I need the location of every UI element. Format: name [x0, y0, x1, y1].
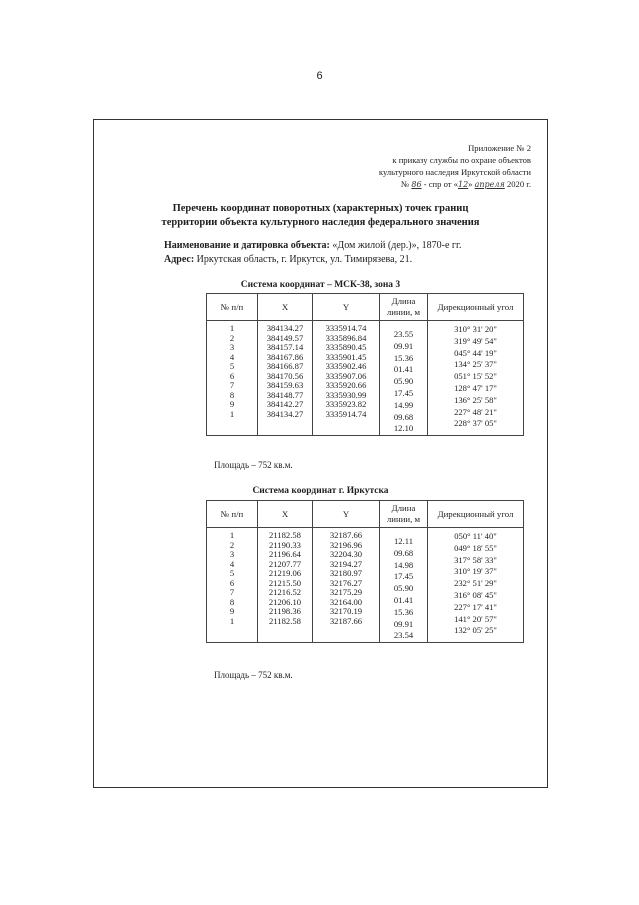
table-header-row	[207, 294, 524, 321]
table-cell: 01.41	[393, 594, 414, 605]
table-cell: 045° 44' 19"	[454, 347, 497, 358]
table-cell: 32170.19	[329, 606, 363, 616]
table-cell: 227° 48' 21"	[454, 406, 497, 417]
table-cell: 6	[229, 577, 235, 588]
table-cell: 384149.57	[266, 332, 304, 343]
table-cell: 3335901.45	[325, 351, 367, 362]
table-cell: 384142.27	[266, 399, 304, 409]
header-x: X	[258, 501, 313, 528]
table-cell: 23.54	[393, 630, 414, 641]
table-cell: 32187.66	[329, 530, 363, 540]
table-cell: 32175.29	[329, 587, 363, 597]
num-column	[207, 321, 258, 436]
table-cell: 4	[229, 351, 235, 362]
table-cell: 384167.86	[266, 351, 304, 362]
document-title	[94, 202, 547, 229]
table-cell: 134° 25' 37"	[454, 359, 497, 370]
table-cell: 1	[229, 323, 235, 333]
header-angle: Дирекционный угол	[428, 501, 524, 528]
order-year: 2020 г.	[506, 179, 531, 189]
table-cell: 3335930.99	[325, 389, 367, 400]
table-body-row	[207, 321, 524, 436]
table-cell: 7	[229, 380, 235, 390]
table-1-title: Система координат – МСК-38, зона 3	[240, 280, 401, 290]
table-cell: 01.41	[393, 364, 414, 375]
table-cell: 310° 19' 37"	[454, 566, 497, 577]
object-name-line	[164, 239, 461, 253]
num-column	[207, 528, 258, 643]
table-cell: 128° 47' 17"	[454, 382, 497, 393]
title-line-2: территории объекта культурного наследия федерального значения	[161, 216, 480, 228]
header-length: Длина линии, м	[380, 294, 428, 321]
table-cell: 232° 51' 29"	[454, 578, 497, 589]
angle-column	[428, 321, 524, 436]
table-cell: 3335896.84	[325, 332, 367, 343]
table-cell: 32204.30	[329, 549, 363, 559]
table-cell: 21215.50	[268, 577, 302, 588]
table-cell: 09.91	[393, 340, 414, 351]
table-cell: 8	[229, 596, 235, 607]
table-cell: 9	[229, 399, 235, 409]
table-cell: 05.90	[393, 583, 414, 594]
table-cell: 227° 17' 41"	[454, 601, 497, 612]
table-cell: 15.36	[393, 606, 414, 617]
table-cell: 136° 25' 58"	[454, 394, 497, 405]
x-column	[258, 321, 313, 436]
table-cell: 384159.63	[266, 380, 304, 390]
table-cell: 21198.36	[269, 606, 301, 616]
table-cell: 12.11	[393, 536, 414, 546]
table-cell: 9	[229, 606, 235, 616]
table-body-row	[207, 528, 524, 643]
table-cell: 051° 15' 52"	[454, 371, 497, 382]
table-cell: 384148.77	[266, 389, 304, 400]
table-cell: 3335902.46	[325, 361, 367, 371]
angle-column	[428, 528, 524, 643]
object-name-label: Наименование и датировка объекта:	[164, 240, 330, 251]
table-cell: 21182.58	[269, 615, 301, 626]
table-cell: 05.90	[393, 376, 414, 387]
table-cell: 21190.33	[269, 539, 301, 550]
table-cell: 23.55	[393, 329, 414, 339]
header-x: X	[258, 294, 313, 321]
table-cell: 3335914.74	[325, 408, 367, 419]
object-address-line	[164, 253, 461, 267]
table-cell: 1	[229, 408, 235, 419]
table-cell: 3335907.06	[325, 370, 367, 381]
table-cell: 3335920.66	[325, 380, 367, 390]
title-line-1: Перечень координат поворотных (характерных) точек границ	[172, 203, 469, 214]
table-cell: 3335923.82	[325, 399, 367, 409]
table-cell: 14.98	[393, 559, 414, 570]
table-cell: 1	[229, 615, 235, 626]
header-num: № п/п	[207, 294, 258, 321]
length-column	[380, 528, 428, 643]
appendix-line-1: Приложение № 2	[468, 143, 531, 153]
coordinates-table-msk38	[206, 293, 524, 436]
table-cell: 132° 05' 25"	[454, 625, 497, 636]
object-address-value: Иркутская область, г. Иркутск, ул. Тимирязева, 21.	[196, 254, 413, 265]
table-cell: 32164.00	[329, 596, 363, 607]
table-cell: 32187.66	[329, 615, 363, 626]
page-number: 6	[316, 70, 323, 82]
table-cell: 21216.52	[268, 587, 302, 597]
order-number: 86	[411, 180, 422, 189]
table-cell: 15.36	[393, 352, 414, 363]
area-label: Площадь – 752 кв.м.	[214, 460, 293, 470]
table-cell: 21206.10	[268, 596, 302, 607]
header-num: № п/п	[207, 501, 258, 528]
order-spr-text: - спр от «	[423, 179, 458, 189]
appendix-line-2: к приказу службы по охране объектов	[392, 155, 531, 165]
table-cell: 09.91	[393, 618, 414, 629]
table-cell: 12.10	[393, 423, 414, 434]
table-cell: 21207.77	[268, 558, 302, 569]
table-cell: 32180.97	[329, 568, 363, 578]
table-cell: 5	[229, 568, 235, 578]
table-cell: 384134.27	[266, 323, 304, 333]
table-cell: 8	[229, 389, 235, 400]
table-cell: 21196.64	[269, 549, 301, 559]
table-cell: 21182.58	[269, 530, 301, 540]
table-cell: 319° 49' 54"	[454, 335, 497, 346]
table-header-row	[207, 501, 524, 528]
header-angle: Дирекционный угол	[428, 294, 524, 321]
table-cell: 141° 20' 57"	[454, 613, 497, 624]
table-cell: 17.45	[393, 387, 414, 398]
table-cell: 384134.27	[266, 408, 304, 419]
table-cell: 316° 08' 45"	[454, 589, 497, 600]
appendix-line-3: культурного наследия Иркутской области	[378, 167, 531, 177]
table-cell: 32196.96	[329, 539, 363, 550]
header-length: Длина линии, м	[380, 501, 428, 528]
coordinates-table-irkutsk	[206, 500, 524, 643]
table-cell: 049° 18' 55"	[454, 542, 497, 553]
object-info	[164, 239, 461, 267]
header-y: Y	[313, 294, 380, 321]
object-name-value: «Дом жилой (дер.)», 1870-е гг.	[332, 240, 462, 251]
y-column	[313, 321, 380, 436]
order-day: 12	[457, 180, 469, 189]
table-cell: 3335914.74	[325, 323, 367, 333]
appendix-block	[379, 142, 531, 191]
y-column	[313, 528, 380, 643]
document-frame	[93, 119, 548, 788]
table-cell: 17.45	[393, 571, 414, 582]
table-cell: 2	[229, 332, 235, 343]
table-cell: 317° 58' 33"	[454, 554, 497, 565]
table-cell: 32194.27	[329, 558, 363, 569]
order-month: апреля	[474, 180, 505, 189]
object-address-label: Адрес:	[164, 254, 195, 265]
table-cell: 14.99	[393, 399, 414, 410]
table-cell: 2	[229, 539, 235, 550]
length-column	[380, 321, 428, 436]
table-cell: 050° 11' 40"	[454, 531, 497, 541]
table-cell: 384170.56	[266, 370, 304, 381]
table-cell: 21219.06	[268, 568, 302, 578]
table-2-title: Система координат г. Иркутска	[252, 486, 389, 496]
table-cell: 7	[229, 587, 235, 597]
table-cell: 228° 37' 05"	[454, 418, 497, 429]
table-cell: 5	[229, 361, 235, 371]
table-cell: 3	[229, 342, 235, 352]
table-cell: 4	[229, 558, 235, 569]
header-y: Y	[313, 501, 380, 528]
table-cell: 32176.27	[329, 577, 363, 588]
table-cell: 384157.14	[266, 342, 304, 352]
table-cell: 1	[229, 530, 235, 540]
area-label: Площадь – 752 кв.м.	[214, 670, 293, 680]
table-cell: 6	[229, 370, 235, 381]
appendix-line-4: № 86 - спр от «12» апреля 2020 г.	[401, 179, 531, 189]
table-cell: 09.68	[393, 411, 414, 422]
table-cell: 3335890.45	[325, 342, 367, 352]
table-cell: 310° 31' 20"	[454, 324, 497, 334]
table-cell: 384166.87	[266, 361, 304, 371]
table-cell: 09.68	[393, 547, 414, 558]
order-no-label: №	[401, 179, 410, 189]
x-column	[258, 528, 313, 643]
table-cell: 3	[229, 549, 235, 559]
